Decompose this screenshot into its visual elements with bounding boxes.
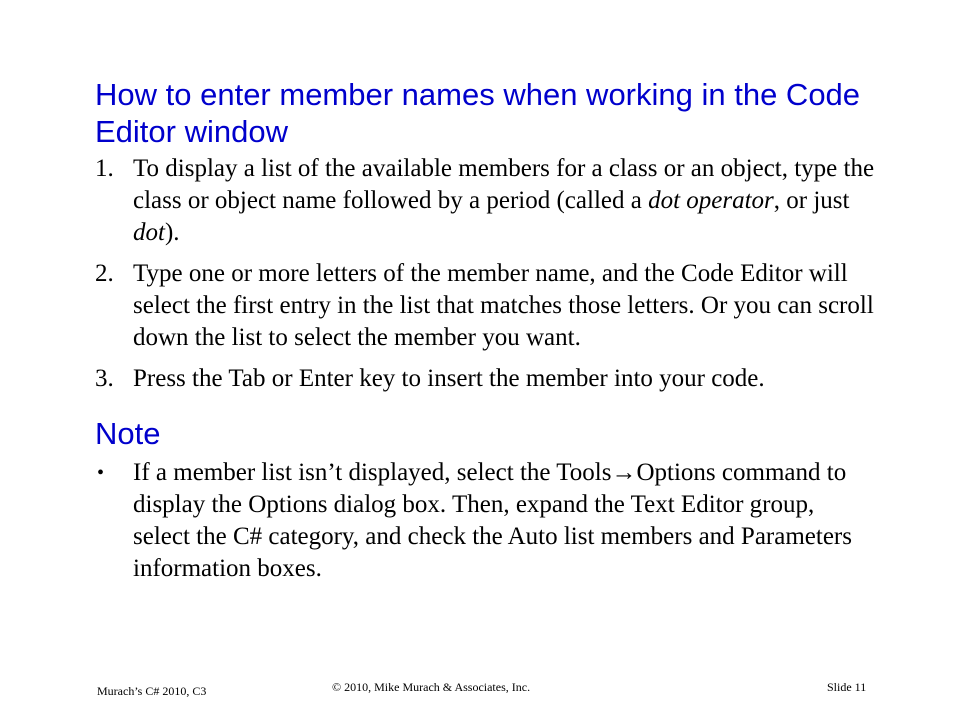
bullet-icon: • bbox=[97, 462, 105, 484]
slide-title: How to enter member names when working in the Code Editor window bbox=[95, 77, 861, 149]
step-text bbox=[133, 155, 874, 246]
step-item bbox=[95, 363, 885, 395]
step-number: 1. bbox=[95, 155, 114, 182]
italic-term-dot: dot bbox=[133, 219, 165, 246]
step-text: Press the Tab or Enter key to insert the member into your code. bbox=[133, 365, 765, 392]
step-item bbox=[95, 258, 885, 354]
footer-copyright: © 2010, Mike Murach & Associates, Inc. bbox=[332, 680, 531, 694]
step-text-part: ). bbox=[164, 219, 180, 246]
note-text-part: Options command to display the Options dialog box. Then, expand the Text Editor group, select the C# category, and check the Auto list members and Parameters information boxes. bbox=[133, 459, 852, 582]
arrow-right-icon: → bbox=[611, 459, 637, 486]
step-item bbox=[95, 153, 885, 249]
step-number: 3. bbox=[95, 365, 114, 392]
note-item bbox=[95, 457, 855, 585]
step-text-part: , or just bbox=[773, 187, 850, 214]
step-number: 2. bbox=[95, 260, 114, 287]
note-text-part: If a member list isn’t displayed, select the Tools bbox=[133, 459, 612, 486]
note-text bbox=[133, 459, 852, 582]
note-list bbox=[95, 457, 855, 585]
step-text-part: To display a list of the available members for a class or an object, type the class or object name followed by a period (called a bbox=[133, 155, 875, 214]
steps-list bbox=[95, 153, 885, 404]
footer-book-title: Murach’s C# 2010, C3 bbox=[97, 684, 207, 698]
italic-term-dot-operator: dot operator bbox=[648, 187, 774, 214]
step-text: Type one or more letters of the member name, and the Code Editor will select the first entry in the list that matches those letters. Or you can scroll down the list to select the member you want. bbox=[133, 260, 874, 351]
footer-slide-number: Slide 11 bbox=[827, 680, 867, 694]
note-heading: Note bbox=[95, 416, 161, 451]
